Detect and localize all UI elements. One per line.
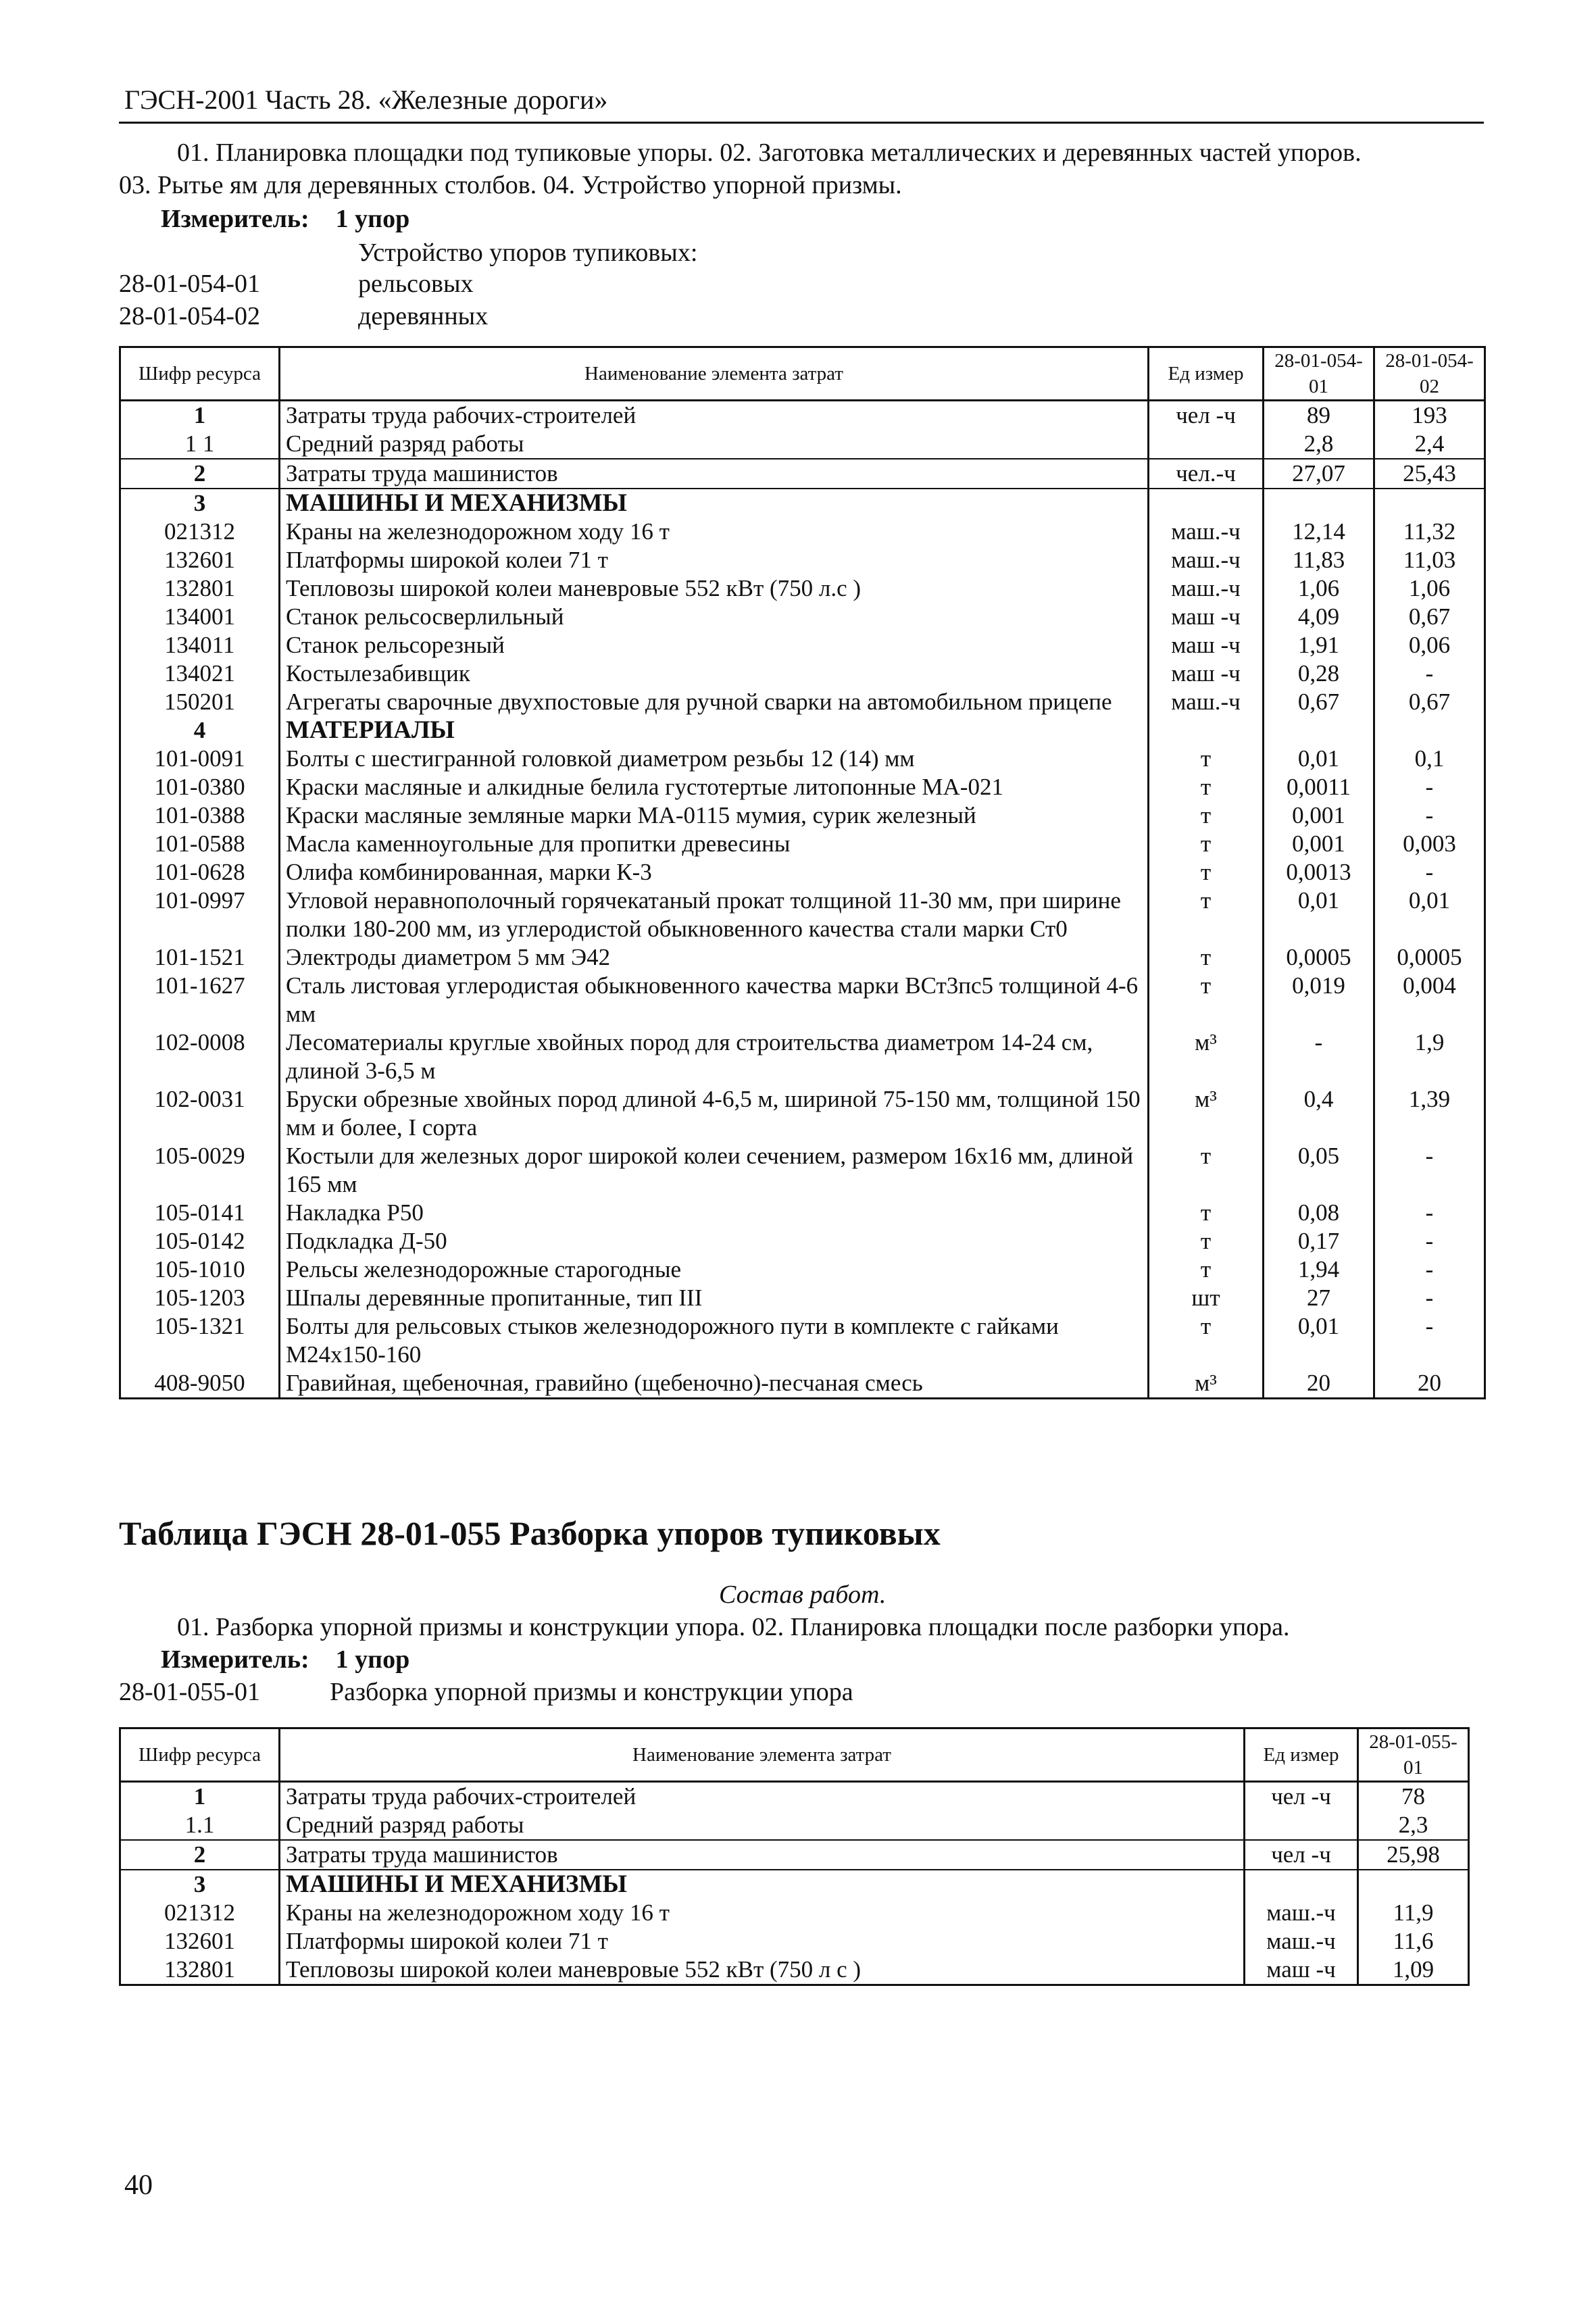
value-cell: 12,14 (1264, 518, 1374, 546)
resource-code-cell: 101-0588 (120, 830, 280, 858)
element-name-cell: Болты для рельсовых стыков железнодорожного пути в комплекте с гайками М24х150-160 (280, 1312, 1149, 1369)
element-name-cell: Средний разряд работы (280, 1811, 1245, 1840)
element-name-cell: Болты с шестигранной головкой диаметром резьбы 12 (14) мм (280, 745, 1149, 773)
resource-code-cell: 105-0029 (120, 1142, 280, 1199)
code-1: 28-01-054-01 (119, 270, 260, 298)
unit-cell: м³ (1149, 1369, 1264, 1399)
unit-cell (1245, 1870, 1358, 1899)
table-row (120, 459, 1485, 489)
value-cell: 0,17 (1264, 1227, 1374, 1255)
table-row (120, 943, 1485, 972)
resource-code-cell: 105-0141 (120, 1199, 280, 1227)
value-cell: 0,0005 (1374, 943, 1485, 972)
value-cell: 4,09 (1264, 603, 1374, 631)
resource-code-cell: 105-1321 (120, 1312, 280, 1369)
element-name-cell: Накладка Р50 (280, 1199, 1149, 1227)
unit-cell: т (1149, 972, 1264, 1028)
element-name-cell: Краны на железнодорожном ходу 16 т (280, 518, 1149, 546)
unit-cell: т (1149, 1312, 1264, 1369)
element-name-cell: Электроды диаметром 5 мм Э42 (280, 943, 1149, 972)
element-name-cell: Станок рельсосверлильный (280, 603, 1149, 631)
unit-cell: маш -ч (1149, 603, 1264, 631)
meter-label-055: Измеритель: (161, 1645, 309, 1674)
value-cell: 11,03 (1374, 546, 1485, 574)
table-row (120, 546, 1485, 574)
table-row (120, 1840, 1469, 1870)
table-row (120, 830, 1485, 858)
code-2-name: деревянных (358, 302, 489, 330)
value-cell: 20 (1374, 1369, 1485, 1399)
element-name-cell: Шпалы деревянные пропитанные, тип III (280, 1284, 1149, 1312)
resource-code-cell: 101-0997 (120, 887, 280, 943)
value-cell: 2,3 (1358, 1811, 1469, 1840)
table-row (120, 1312, 1485, 1369)
value-cell: 2,4 (1374, 430, 1485, 459)
unit-cell (1245, 1811, 1358, 1840)
header-unit: Ед измер (1149, 347, 1264, 401)
value-cell: - (1374, 773, 1485, 801)
table-row (120, 773, 1485, 801)
unit-cell: шт (1149, 1284, 1264, 1312)
value-cell: 1,09 (1358, 1956, 1469, 1985)
element-name-cell: Затраты труда машинистов (280, 459, 1149, 489)
unit-cell (1149, 489, 1264, 518)
value-cell: - (1374, 1227, 1485, 1255)
meter-line-055 (161, 1645, 409, 1674)
resource-code-cell: 101-0380 (120, 773, 280, 801)
unit-cell: маш.-ч (1245, 1899, 1358, 1927)
table-row (120, 1870, 1469, 1899)
resource-code-cell: 3 (120, 489, 280, 518)
resource-code-cell: 4 (120, 716, 280, 745)
table-row (120, 659, 1485, 688)
value-cell: 78 (1358, 1782, 1469, 1812)
value-cell: - (1374, 1142, 1485, 1199)
table-row (120, 1782, 1469, 1812)
value-cell: 0,0005 (1264, 943, 1374, 972)
table-row (120, 1085, 1485, 1142)
value-cell: - (1374, 1255, 1485, 1284)
value-cell (1264, 716, 1374, 745)
value-cell: 193 (1374, 401, 1485, 430)
value-cell: 11,83 (1264, 546, 1374, 574)
work-composition-line-2: 03. Рытье ям для деревянных столбов. 04. Устройство упорной призмы. (119, 171, 902, 199)
header-unit: Ед измер (1245, 1728, 1358, 1782)
value-cell: 0,003 (1374, 830, 1485, 858)
element-name-cell: Тепловозы широкой колеи маневровые 552 кВт (750 л с ) (280, 1956, 1245, 1985)
resource-code-cell: 2 (120, 459, 280, 489)
unit-cell: маш.-ч (1149, 574, 1264, 603)
resource-code-cell: 101-1627 (120, 972, 280, 1028)
value-cell: 11,32 (1374, 518, 1485, 546)
resource-code-cell: 150201 (120, 688, 280, 716)
value-cell: 1,06 (1264, 574, 1374, 603)
value-cell: 0,0013 (1264, 858, 1374, 887)
value-cell: 0,67 (1374, 688, 1485, 716)
value-cell: 0,0011 (1264, 773, 1374, 801)
resource-code-cell: 1 1 (120, 430, 280, 459)
table-row (120, 887, 1485, 943)
element-name-cell: МАШИНЫ И МЕХАНИЗМЫ (280, 489, 1149, 518)
unit-cell: чел -ч (1149, 401, 1264, 430)
code-1-name: рельсовых (358, 270, 474, 298)
table-row (120, 631, 1485, 659)
unit-cell: т (1149, 1199, 1264, 1227)
meter-value-055: 1 упор (335, 1645, 410, 1674)
value-cell: 0,08 (1264, 1199, 1374, 1227)
value-cell: 0,01 (1374, 887, 1485, 943)
unit-cell: т (1149, 943, 1264, 972)
resource-code-cell: 101-0388 (120, 801, 280, 830)
resource-code-cell: 134001 (120, 603, 280, 631)
unit-cell: м³ (1149, 1085, 1264, 1142)
resource-code-cell: 101-1521 (120, 943, 280, 972)
element-name-cell: Лесоматериалы круглые хвойных пород для строительства диаметром 14-24 см, длиной 3-6,5 м (280, 1028, 1149, 1085)
value-cell: 0,06 (1374, 631, 1485, 659)
group-title: Устройство упоров тупиковых: (358, 239, 698, 267)
header-element-name: Наименование элемента затрат (280, 1728, 1245, 1782)
element-name-cell: Агрегаты сварочные двухпостовые для ручной сварки на автомобильном прицепе (280, 688, 1149, 716)
unit-cell: чел.-ч (1149, 459, 1264, 489)
table-row (120, 1899, 1469, 1927)
code-055-01-name: Разборка упорной призмы и конструкции упора (330, 1678, 853, 1706)
element-name-cell: Рельсы железнодорожные старогодные (280, 1255, 1149, 1284)
value-cell: 0,4 (1264, 1085, 1374, 1142)
value-cell: - (1374, 801, 1485, 830)
value-cell: 89 (1264, 401, 1374, 430)
resource-code-cell: 1 (120, 1782, 280, 1812)
resource-code-cell: 1.1 (120, 1811, 280, 1840)
value-cell: 0,001 (1264, 801, 1374, 830)
resource-code-cell: 105-1010 (120, 1255, 280, 1284)
unit-cell: т (1149, 858, 1264, 887)
value-cell: 0,019 (1264, 972, 1374, 1028)
value-cell: 1,94 (1264, 1255, 1374, 1284)
unit-cell: маш -ч (1245, 1956, 1358, 1985)
work-composition-line-1: 01. Планировка площадки под тупиковые упоры. 02. Заготовка металлических и деревянных частей упоров. (177, 139, 1362, 167)
value-cell: 1,06 (1374, 574, 1485, 603)
element-name-cell: МАТЕРИАЛЫ (280, 716, 1149, 745)
element-name-cell: Платформы широкой колеи 71 т (280, 546, 1149, 574)
table-row (120, 716, 1485, 745)
table-row (120, 1956, 1469, 1985)
element-name-cell: Угловой неравнополочный горячекатаный прокат толщиной 11-30 мм, при ширине полки 180-200 мм, из углеродистой обыкновенного качества стали марки Ст0 (280, 887, 1149, 943)
value-cell: 1,39 (1374, 1085, 1485, 1142)
table-row (120, 1284, 1485, 1312)
element-name-cell: Средний разряд работы (280, 430, 1149, 459)
resource-code-cell: 021312 (120, 518, 280, 546)
resource-code-cell: 101-0091 (120, 745, 280, 773)
table-row (120, 603, 1485, 631)
element-name-cell: Подкладка Д-50 (280, 1227, 1149, 1255)
value-cell: - (1374, 1312, 1485, 1369)
table-row (120, 1227, 1485, 1255)
element-name-cell: Затраты труда рабочих-строителей (280, 1782, 1245, 1812)
resource-code-cell: 132801 (120, 1956, 280, 1985)
value-cell: 0,01 (1264, 1312, 1374, 1369)
value-cell: 0,01 (1264, 745, 1374, 773)
value-cell: - (1264, 1028, 1374, 1085)
element-name-cell: Гравийная, щебеночная, гравийно (щебеночно)-песчаная смесь (280, 1369, 1149, 1399)
value-cell (1374, 716, 1485, 745)
element-name-cell: Краски масляные и алкидные белила густотертые литопонные МА-021 (280, 773, 1149, 801)
resource-code-cell: 101-0628 (120, 858, 280, 887)
element-name-cell: МАШИНЫ И МЕХАНИЗМЫ (280, 1870, 1245, 1899)
element-name-cell: Костылезабивщик (280, 659, 1149, 688)
running-header: ГЭСН-2001 Часть 28. «Железные дороги» (124, 84, 608, 115)
unit-cell: т (1149, 830, 1264, 858)
table-row (120, 1028, 1485, 1085)
unit-cell: маш.-ч (1149, 546, 1264, 574)
table-row (120, 688, 1485, 716)
table-row (120, 518, 1485, 546)
header-element-name: Наименование элемента затрат (280, 347, 1149, 401)
header-resource-code: Шифр ресурса (120, 1728, 280, 1782)
value-cell: - (1374, 1284, 1485, 1312)
table-row (120, 1142, 1485, 1199)
element-name-cell: Станок рельсорезный (280, 631, 1149, 659)
meter-value: 1 упор (335, 205, 410, 233)
value-cell: 0,001 (1264, 830, 1374, 858)
code-055-01: 28-01-055-01 (119, 1678, 260, 1706)
element-name-cell: Краны на железнодорожном ходу 16 т (280, 1899, 1245, 1927)
resource-code-cell: 105-0142 (120, 1227, 280, 1255)
unit-cell: т (1149, 1255, 1264, 1284)
table-row (120, 972, 1485, 1028)
value-cell: 27 (1264, 1284, 1374, 1312)
resource-code-cell: 132801 (120, 574, 280, 603)
value-cell: 1,9 (1374, 1028, 1485, 1085)
value-cell: 0,05 (1264, 1142, 1374, 1199)
unit-cell: т (1149, 773, 1264, 801)
unit-cell: т (1149, 1227, 1264, 1255)
table-title-055: Таблица ГЭСН 28-01-055 Разборка упоров тупиковых (119, 1514, 941, 1552)
unit-cell: м³ (1149, 1028, 1264, 1085)
element-name-cell: Масла каменноугольные для пропитки древесины (280, 830, 1149, 858)
table-row (120, 1255, 1485, 1284)
header-col-054-01: 28-01-054-01 (1264, 347, 1374, 401)
unit-cell: маш.-ч (1149, 518, 1264, 546)
meter-label: Измеритель: (161, 205, 309, 233)
unit-cell: маш.-ч (1245, 1927, 1358, 1956)
value-cell: 0,1 (1374, 745, 1485, 773)
value-cell: 2,8 (1264, 430, 1374, 459)
unit-cell: маш -ч (1149, 631, 1264, 659)
table-row (120, 574, 1485, 603)
table-row (120, 1199, 1485, 1227)
resource-table-054 (119, 346, 1486, 1399)
resource-code-cell: 3 (120, 1870, 280, 1899)
value-cell: 27,07 (1264, 459, 1374, 489)
resource-code-cell: 132601 (120, 546, 280, 574)
element-name-cell: Затраты труда рабочих-строителей (280, 401, 1149, 430)
value-cell: - (1374, 858, 1485, 887)
table-row (120, 1811, 1469, 1840)
header-col-054-02: 28-01-054-02 (1374, 347, 1485, 401)
unit-cell: т (1149, 745, 1264, 773)
table-row (120, 401, 1485, 430)
composition-label: Состав работ. (719, 1580, 887, 1609)
value-cell (1358, 1870, 1469, 1899)
value-cell: - (1374, 1199, 1485, 1227)
resource-code-cell: 021312 (120, 1899, 280, 1927)
unit-cell (1149, 430, 1264, 459)
resource-code-cell: 408-9050 (120, 1369, 280, 1399)
element-name-cell: Тепловозы широкой колеи маневровые 552 кВт (750 л.с ) (280, 574, 1149, 603)
resource-code-cell: 1 (120, 401, 280, 430)
value-cell: 25,98 (1358, 1840, 1469, 1870)
value-cell: 0,67 (1264, 688, 1374, 716)
value-cell: 0,28 (1264, 659, 1374, 688)
table-row (120, 745, 1485, 773)
element-name-cell: Бруски обрезные хвойных пород длиной 4-6,5 м, шириной 75-150 мм, толщиной 150 мм и более, I сорта (280, 1085, 1149, 1142)
element-name-cell: Краски масляные земляные марки МА-0115 мумия, сурик железный (280, 801, 1149, 830)
resource-code-cell: 105-1203 (120, 1284, 280, 1312)
element-name-cell: Сталь листовая углеродистая обыкновенного качества марки ВСт3пс5 толщиной 4-6 мм (280, 972, 1149, 1028)
table-row (120, 489, 1485, 518)
meter-line (161, 204, 409, 234)
page-number: 40 (124, 2170, 153, 2201)
value-cell: 0,67 (1374, 603, 1485, 631)
unit-cell: маш.-ч (1149, 688, 1264, 716)
table-row (120, 430, 1485, 459)
value-cell (1264, 489, 1374, 518)
value-cell: 11,9 (1358, 1899, 1469, 1927)
value-cell: 25,43 (1374, 459, 1485, 489)
unit-cell: т (1149, 1142, 1264, 1199)
header-rule (119, 122, 1484, 124)
unit-cell: т (1149, 801, 1264, 830)
unit-cell: т (1149, 887, 1264, 943)
unit-cell: чел -ч (1245, 1782, 1358, 1812)
element-name-cell: Затраты труда машинистов (280, 1840, 1245, 1870)
table-row (120, 1369, 1485, 1399)
value-cell: 0,01 (1264, 887, 1374, 943)
table-row (120, 801, 1485, 830)
element-name-cell: Костыли для железных дорог широкой колеи сечением, размером 16х16 мм, длиной 165 мм (280, 1142, 1149, 1199)
unit-cell: чел -ч (1245, 1840, 1358, 1870)
table-row (120, 1927, 1469, 1956)
resource-code-cell: 2 (120, 1840, 280, 1870)
resource-code-cell: 102-0008 (120, 1028, 280, 1085)
value-cell (1374, 489, 1485, 518)
value-cell: 20 (1264, 1369, 1374, 1399)
element-name-cell: Платформы широкой колеи 71 т (280, 1927, 1245, 1956)
resource-code-cell: 132601 (120, 1927, 280, 1956)
unit-cell (1149, 716, 1264, 745)
work-composition-055: 01. Разборка упорной призмы и конструкции упора. 02. Планировка площадки после разборки упора. (177, 1613, 1290, 1641)
table-row (120, 858, 1485, 887)
element-name-cell: Олифа комбинированная, марки К-3 (280, 858, 1149, 887)
header-col-055-01: 28-01-055-01 (1358, 1728, 1469, 1782)
resource-code-cell: 102-0031 (120, 1085, 280, 1142)
resource-table-055 (119, 1727, 1470, 1986)
header-resource-code: Шифр ресурса (120, 347, 280, 401)
code-2: 28-01-054-02 (119, 302, 260, 330)
value-cell: 11,6 (1358, 1927, 1469, 1956)
value-cell: 1,91 (1264, 631, 1374, 659)
value-cell: - (1374, 659, 1485, 688)
resource-code-cell: 134021 (120, 659, 280, 688)
unit-cell: маш -ч (1149, 659, 1264, 688)
value-cell: 0,004 (1374, 972, 1485, 1028)
resource-code-cell: 134011 (120, 631, 280, 659)
